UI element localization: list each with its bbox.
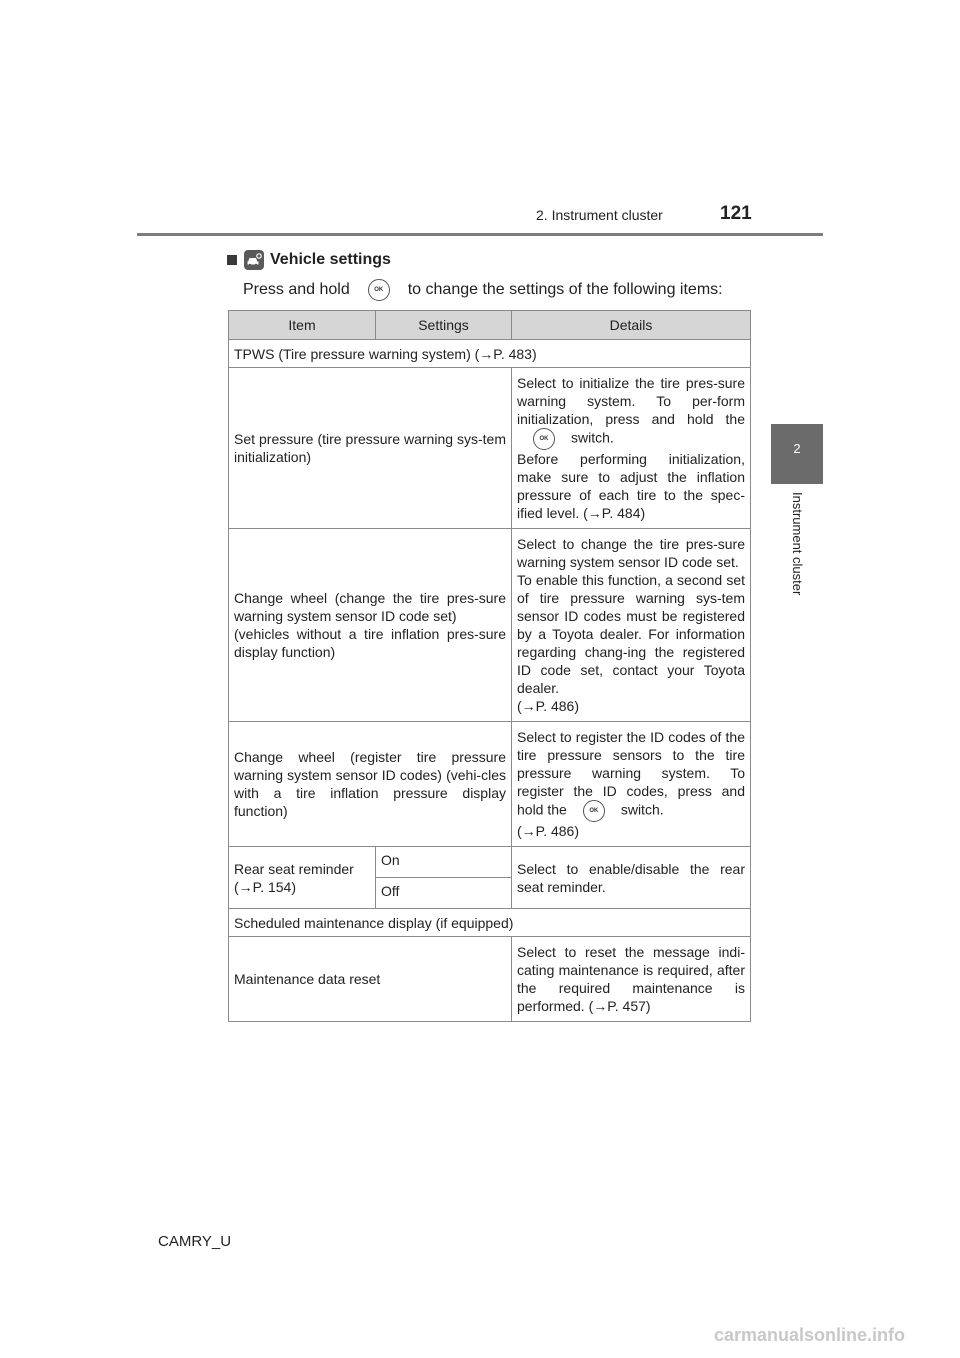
rear-seat-details: Select to enable/disable the rear seat reminder. — [512, 847, 751, 909]
table-row — [229, 368, 751, 529]
car-settings-icon — [244, 250, 264, 270]
table-header-row — [229, 311, 751, 340]
details-ref: (→P. 486) — [517, 698, 579, 714]
page-number: 121 — [720, 203, 752, 224]
intro-after: to change the settings of the following items: — [407, 281, 723, 298]
details-text: switch. — [571, 429, 614, 446]
details-text: switch. — [620, 801, 664, 818]
square-bullet-icon — [227, 255, 237, 265]
setting-off: Off — [376, 878, 512, 909]
chapter-tab — [771, 424, 823, 484]
maintenance-reset-item: Maintenance data reset — [229, 937, 512, 1022]
item-text: Rear seat reminder — [234, 860, 354, 877]
table-row — [229, 937, 751, 1022]
maintenance-reset-details: Select to reset the message indi-cating maintenance is required, after the required maintenance is performed. (→P. 457) — [512, 937, 751, 1022]
details-text: Select to initialize the tire pres-sure warning system. To per-form initialization, press and hold the — [517, 375, 745, 427]
ok-button-icon: OK — [583, 800, 605, 822]
table-row — [229, 847, 751, 878]
details-text: Before performing initialization, make sure to adjust the inflation pressure of each tire to the spec-ified level. (→P. 484) — [517, 451, 745, 521]
header-details: Details — [512, 311, 751, 340]
item-text: Change wheel (change the tire pres-sure warning system sensor ID code set) — [234, 590, 506, 624]
header-section-title: 2. Instrument cluster — [536, 207, 663, 223]
change-wheel-item — [229, 529, 512, 722]
chapter-number: 2 — [793, 441, 801, 456]
details-ref: (→P. 486) — [517, 823, 579, 839]
setting-on: On — [376, 847, 512, 878]
ok-button-icon: OK — [533, 428, 555, 450]
tpws-group-label: TPWS (Tire pressure warning system) (→P. 483) — [229, 340, 751, 368]
rear-seat-item — [229, 847, 376, 909]
maintenance-group-label: Scheduled maintenance display (if equipped) — [229, 909, 751, 937]
watermark: carmanualsonline.info — [714, 1325, 906, 1345]
table-row — [229, 909, 751, 937]
change-wheel-details — [512, 529, 751, 722]
chapter-label: Instrument cluster — [790, 492, 805, 596]
table-row — [229, 340, 751, 368]
model-code: CAMRY_U — [158, 1233, 232, 1250]
details-text: To enable this function, a second set of tire pressure warning sys-tem sensor ID codes must be registered by a Toyota dealer. For information regarding chang-ing the registered ID code set, contact your Toyota dealer. — [517, 572, 745, 696]
table-row — [229, 722, 751, 847]
set-pressure-details — [512, 368, 751, 529]
ok-button-icon: OK — [368, 279, 390, 301]
register-wheel-item: Change wheel (register tire pressure warning system sensor ID codes) (vehi-cles with a tire inflation pressure display function) — [229, 722, 512, 847]
table-row — [229, 529, 751, 722]
set-pressure-item: Set pressure (tire pressure warning sys-tem initialization) — [229, 368, 512, 529]
item-note: (vehicles without a tire inflation pres-sure display function) — [234, 626, 506, 660]
intro-text — [243, 279, 723, 301]
details-text: Select to register the ID codes of the tire pressure sensors to the tire pressure warning system. To register the ID codes, press and hold the — [517, 729, 745, 818]
details-text: Select to change the tire pres-sure warning system sensor ID code set. — [517, 536, 745, 570]
header-item: Item — [229, 311, 376, 340]
settings-table — [228, 310, 750, 1022]
header-divider — [137, 233, 823, 236]
header-settings: Settings — [376, 311, 512, 340]
section-title: Vehicle settings — [270, 251, 391, 268]
register-wheel-details — [512, 722, 751, 847]
section-heading — [227, 250, 391, 270]
intro-before: Press and hold — [243, 281, 350, 298]
item-ref: (→P. 154) — [234, 878, 296, 895]
